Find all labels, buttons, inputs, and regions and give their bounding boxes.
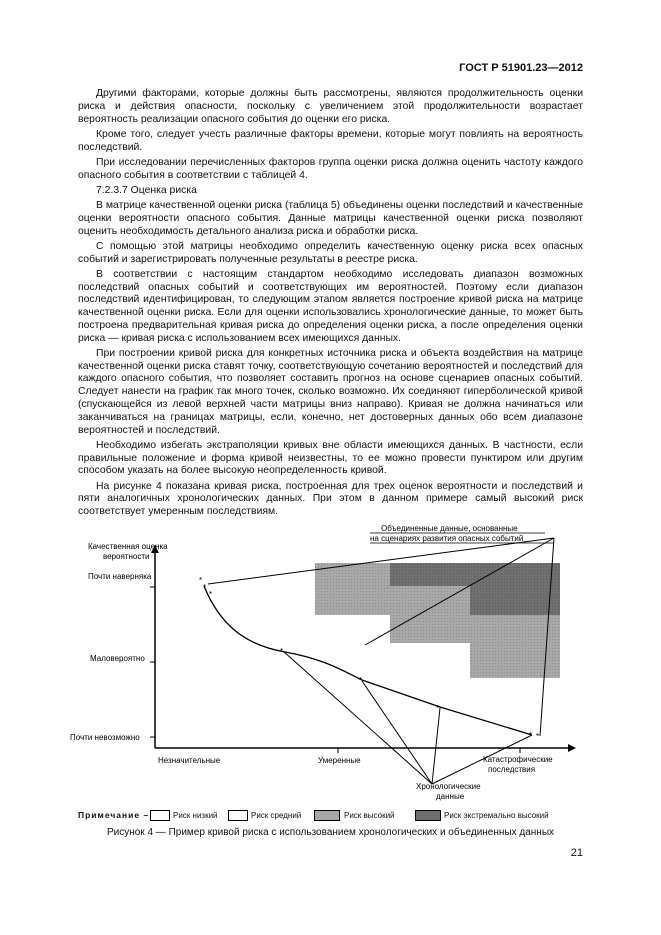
figure-caption: Рисунок 4 — Пример кривой риска с использованием хронологических и объединенных данных xyxy=(106,827,555,838)
legend-label-extreme: Риск экстремально высокий xyxy=(444,811,549,820)
standard-header: ГОСТ Р 51901.23—2012 xyxy=(459,62,583,74)
paragraph: Необходимо избегать экстраполяции кривых вне области имеющихся данных. В частности, если правильные положение и форма кривой неизвестны, то ее можно провести пунктиром или другим способом указать на более высокую неопределенность кривой. xyxy=(78,439,583,477)
page-number: 21 xyxy=(570,847,583,859)
x-label-insignificant: Незначительные xyxy=(158,756,221,765)
combined-data-label: на сценариях развития опасных событий xyxy=(370,534,524,543)
y-label-almost-impossible: Почти невозможно xyxy=(70,733,140,742)
x-label-catastrophic: Катастрофические xyxy=(483,755,553,764)
data-point: * xyxy=(280,647,284,656)
paragraph: В матрице качественной оценки риска (таблица 5) объединены оценки последствий и качественные оценки вероятности опасного события. Данные матрицы качественной оценки риска позволяют оценить необходимость детального анализа риска и обработки риска. xyxy=(78,199,583,237)
section-heading: 7.2.3.7 Оценка риска xyxy=(96,184,197,196)
note-label: Примечание – xyxy=(78,810,150,820)
paragraph: В соответствии с настоящим стандартом необходимо исследовать диапазон возможных последствий опасных событий и соответствующих им вероятностей. Поэтому если диапазон последствий идентифицирован, то следующим этапом является построение кривой риска на матрице качественной оценки риска. Если для оценки использовались хронологические данные, то может быть построена предварительная кривая риска до определения оценки риска, а после определения оценки риска — кривая риска с использованием всех имеющихся данных. xyxy=(78,268,583,344)
x-axis-arrow xyxy=(568,744,576,752)
legend-note xyxy=(78,810,598,824)
paragraph: При исследовании перечисленных факторов группа оценки риска должна оценить частоту каждого опасного события в соответствии с таблицей 4. xyxy=(78,156,583,181)
y-label-unlikely: Маловероятно xyxy=(90,654,145,663)
zone-extreme xyxy=(470,586,560,615)
zone-high xyxy=(315,563,390,615)
chrono-data-label: данные xyxy=(436,792,465,801)
legend-swatch-extreme xyxy=(415,810,441,821)
data-point: * xyxy=(199,576,203,585)
legend-swatch-low xyxy=(150,810,170,821)
leader-line xyxy=(432,708,440,784)
legend-label-high: Риск высокий xyxy=(344,811,395,820)
combined-data-label: Объединенные данные, основанные xyxy=(381,524,518,533)
y-axis-title: вероятности xyxy=(103,552,150,561)
data-point: * xyxy=(436,704,440,713)
legend-label-low: Риск низкий xyxy=(173,811,218,820)
legend-label-medium: Риск средний xyxy=(251,811,302,820)
paragraph: Другими факторами, которые должны быть рассмотрены, являются продолжительность оценки риска и действия опасности, поскольку с увеличением этой продолжительности возрастает вероятность реализации опасного события до оценки его риска. xyxy=(78,88,583,125)
y-label-almost-certain: Почти наверняка xyxy=(88,572,152,581)
y-axis-title: Качественная оценка xyxy=(88,542,168,551)
zone-high xyxy=(390,586,470,643)
paragraph: На рисунке 4 показана кривая риска, построенная для трех оценок вероятности и последствий и пяти аналогичных хронологических данных. При этом в данном примере самый высокий риск соответствует умеренным последствиям. xyxy=(78,480,583,518)
leader-line xyxy=(362,681,432,784)
data-point: * xyxy=(359,676,363,685)
paragraph: При построении кривой риска для конкретных источника риска и объекта воздействия на матрице качественной оценки риска ставят точку, соответствующую сочетанию вероятностей и последствий для каждого опасного события, что позволяет составить прогноз на основе сценариев опасных событий. Следует нанести на график так много точек, сколько возможно. Их соединяют гиперболической кривой (спускающейся из левой верхней части матрицы вниз направо). Кривая не должна начинаться или заканчиваться на границах матрицы, если, конечно, нет достоверных данных обо всем диапазоне вероятностей и последствий. xyxy=(78,347,583,436)
data-point: * xyxy=(536,732,540,741)
data-point: * xyxy=(203,583,207,592)
data-point: * xyxy=(209,590,213,599)
legend-swatch-medium xyxy=(228,810,248,821)
legend-swatch-high xyxy=(314,810,340,821)
paragraph: С помощью этой матрицы необходимо определить качественную оценку риска всех опасных событий и зарегистрировать полученные результаты в реестре риска. xyxy=(78,240,583,265)
paragraph: Кроме того, следует учесть различные факторы времени, которые могут повлиять на вероятность последствий. xyxy=(78,128,583,153)
x-label-moderate: Умеренные xyxy=(318,756,361,765)
x-label-consequences: последствия xyxy=(488,765,536,774)
chrono-data-label: Хронологические xyxy=(416,782,481,791)
